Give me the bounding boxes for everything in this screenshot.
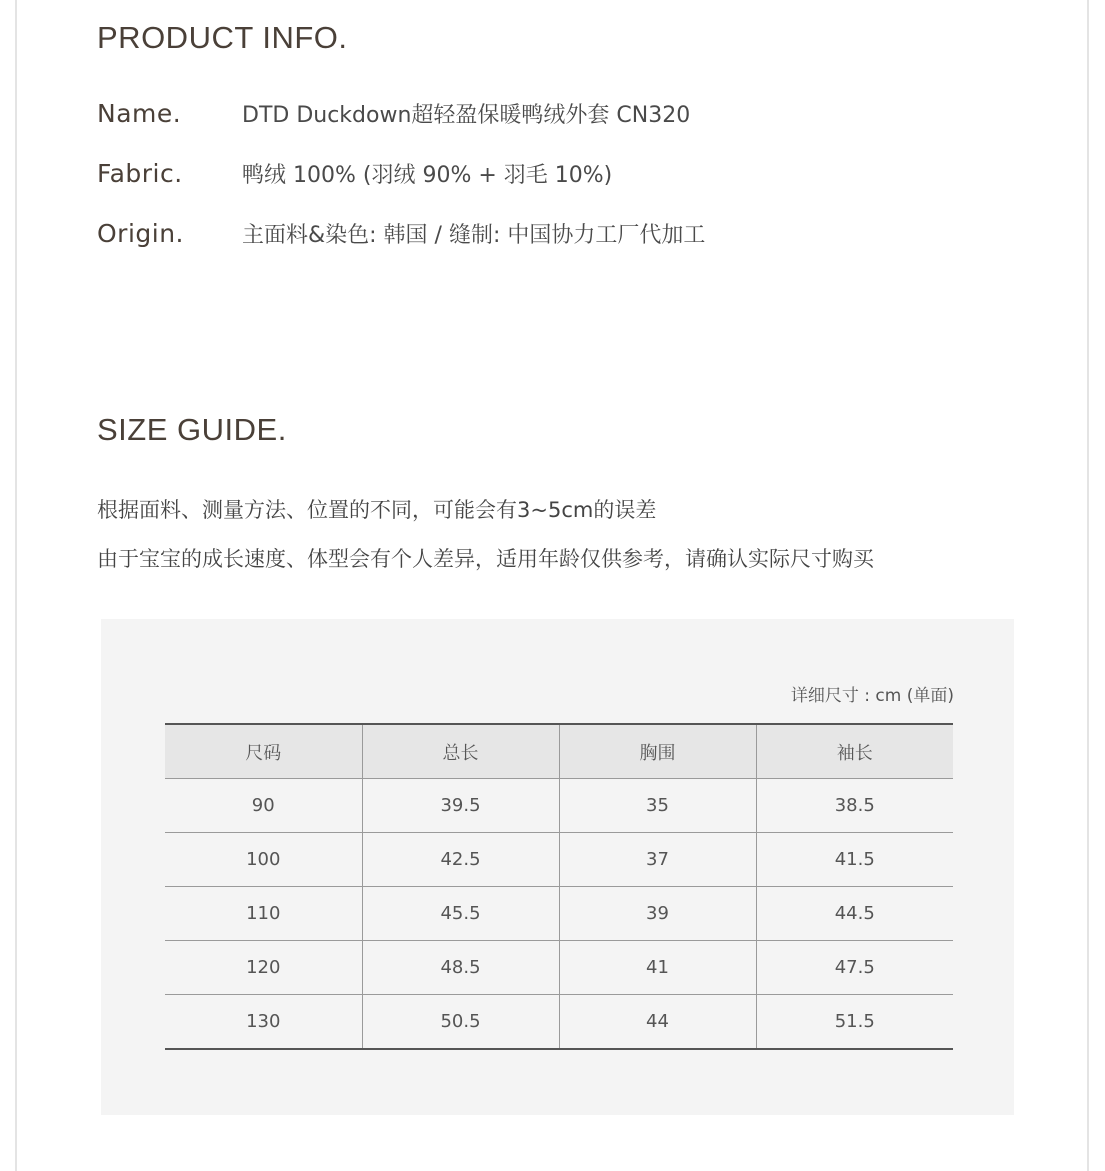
table-cell: 47.5: [756, 941, 953, 995]
table-cell: 48.5: [362, 941, 559, 995]
size-note-tolerance: 根据面料、测量方法、位置的不同，可能会有3~5cm的误差: [97, 498, 657, 522]
table-header-row: [165, 724, 953, 779]
table-cell: 39: [559, 887, 756, 941]
table-cell: 41: [559, 941, 756, 995]
table-row: [165, 941, 953, 995]
table-cell: 39.5: [362, 779, 559, 833]
product-info-title: PRODUCT INFO.: [97, 20, 348, 55]
column-header-size: 尺码: [165, 724, 362, 779]
unit-note: 详细尺寸 : cm (单面): [790, 686, 954, 706]
left-border-line: [15, 0, 17, 1171]
info-row-fabric: [97, 153, 612, 193]
right-border-line: [1087, 0, 1089, 1171]
info-value-name: DTD Duckdown超轻盈保暖鸭绒外套 CN320: [242, 102, 691, 128]
info-label-origin: Origin.: [97, 218, 185, 248]
table-row: [165, 995, 953, 1050]
column-header-chest: 胸围: [559, 724, 756, 779]
table-cell: 130: [165, 995, 362, 1050]
table-cell: 38.5: [756, 779, 953, 833]
table-cell: 44: [559, 995, 756, 1050]
table-row: [165, 833, 953, 887]
size-note-age-reference: 由于宝宝的成长速度、体型会有个人差异，适用年龄仅供参考，请确认实际尺寸购买: [97, 547, 874, 571]
table-cell: 45.5: [362, 887, 559, 941]
size-table-panel: [101, 619, 1014, 1115]
table-cell: 110: [165, 887, 362, 941]
table-cell: 100: [165, 833, 362, 887]
table-cell: 42.5: [362, 833, 559, 887]
column-header-length: 总长: [362, 724, 559, 779]
table-cell: 37: [559, 833, 756, 887]
table-row: [165, 887, 953, 941]
table-cell: 50.5: [362, 995, 559, 1050]
table-cell: 35: [559, 779, 756, 833]
column-header-sleeve: 袖长: [756, 724, 953, 779]
table-cell: 90: [165, 779, 362, 833]
info-label-name: Name.: [97, 98, 182, 128]
size-table: [165, 723, 953, 1050]
info-value-fabric: 鸭绒 100% (羽绒 90% + 羽毛 10%): [242, 162, 613, 188]
info-value-origin: 主面料&染色: 韩国 / 缝制: 中国协力工厂代加工: [242, 222, 706, 248]
table-cell: 120: [165, 941, 362, 995]
size-guide-title: SIZE GUIDE.: [97, 412, 287, 447]
table-cell: 51.5: [756, 995, 953, 1050]
info-row-origin: [97, 213, 705, 253]
info-row-name: [97, 93, 690, 133]
table-row: [165, 779, 953, 833]
table-cell: 44.5: [756, 887, 953, 941]
info-label-fabric: Fabric.: [97, 158, 183, 188]
table-cell: 41.5: [756, 833, 953, 887]
